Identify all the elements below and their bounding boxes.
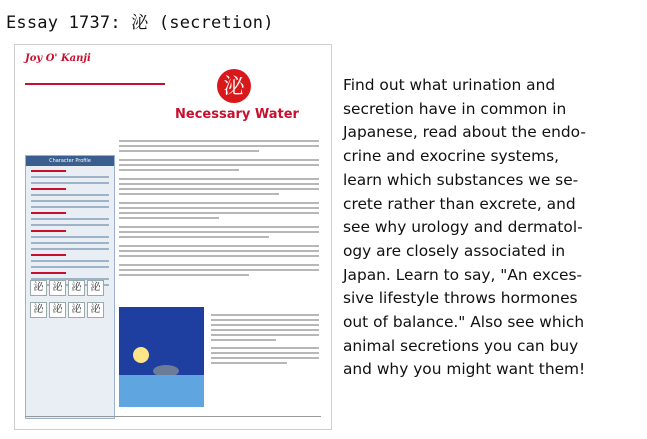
water-icon [119,375,204,407]
stroke-order-grid: 泌 泌 泌 泌 泌 泌 泌 泌 [29,275,105,319]
description-line: Japan. Learn to say, "An exces- [343,265,583,284]
description-line: crete rather than excrete, and [343,194,576,213]
essay-thumbnail[interactable] [14,44,332,430]
moon-icon [133,347,149,363]
description-line: animal secretions you can buy [343,336,579,355]
description-line: out of balance." Also see which [343,313,585,332]
description-line: Find out what urination and [343,76,556,94]
description-line: and why you might want them! [343,360,586,379]
description-line: secretion have in common in [343,99,567,118]
description-line: ogy are closely associated in [343,241,566,260]
article-text-block [119,137,319,276]
description-line: see why urology and dermatol- [343,218,583,237]
joy-o-kanji-logo: Joy O' Kanji [25,53,91,64]
description-line: sive lifestyle throws hormones [343,289,578,308]
thumbnail-heading: Necessary Water [175,107,299,122]
description-line: Japanese, read about the endo- [343,123,586,142]
page-footer [25,416,321,417]
description-line: learn which substances we se- [343,170,579,189]
kanji-badge: 泌 [217,69,251,103]
whale-illustration [119,307,204,407]
essay-description [343,74,643,382]
essay-title: Essay 1737: 泌 (secretion) [6,13,274,33]
description-line: crine and exocrine systems, [343,147,560,166]
illustration-caption [211,311,319,364]
logo-underline [25,83,165,85]
character-profile-heading: Character Profile [26,156,114,166]
